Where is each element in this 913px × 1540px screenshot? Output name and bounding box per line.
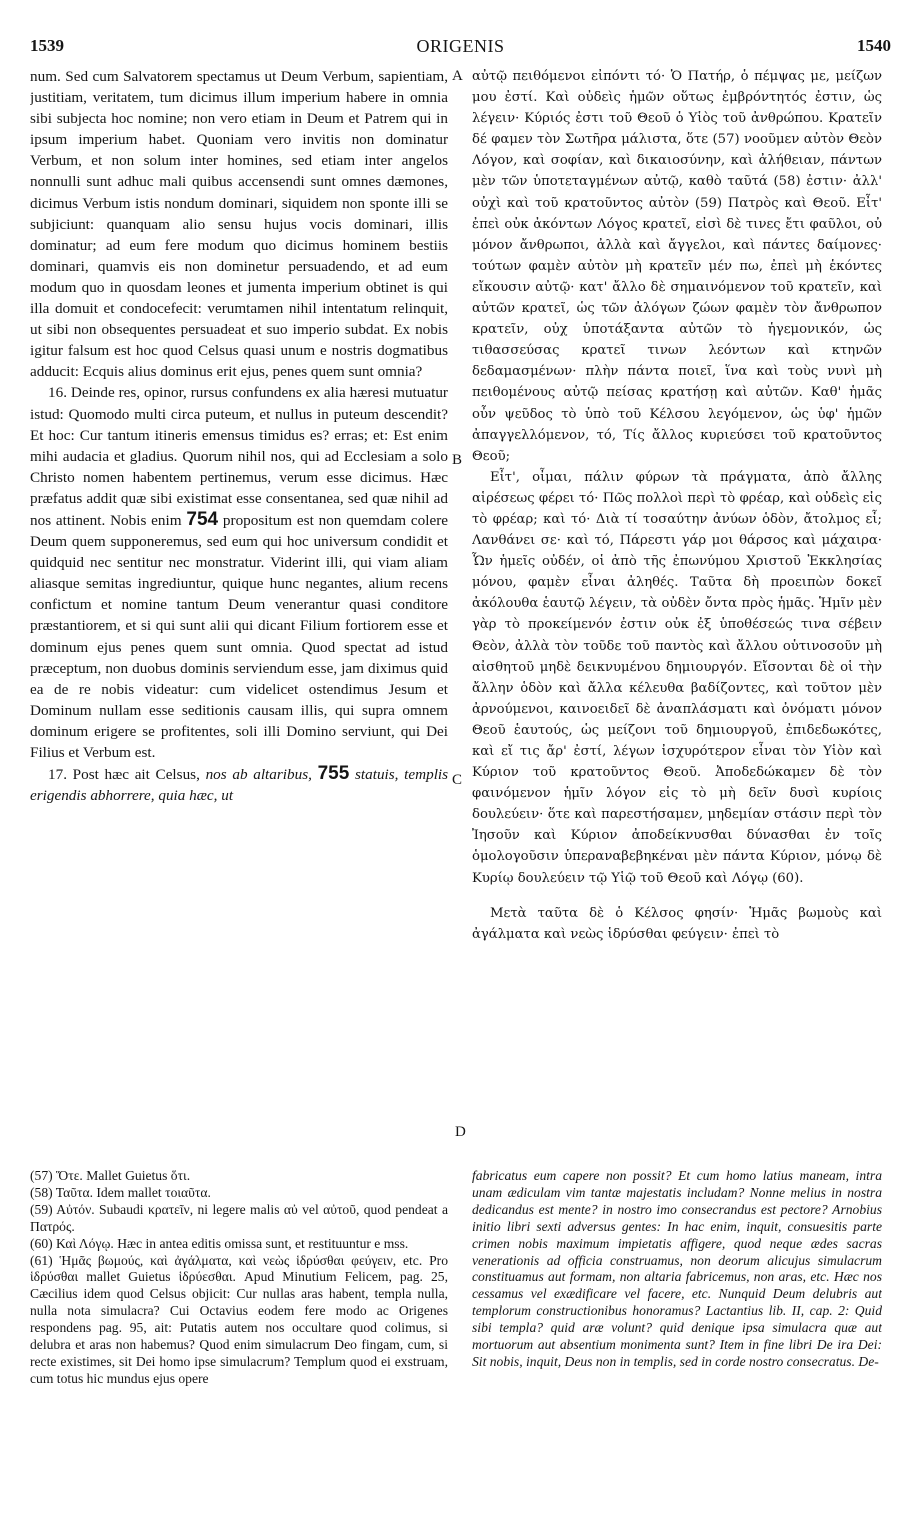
margin-letter-b: B — [452, 452, 463, 468]
right-page-number: 1540 — [857, 36, 891, 55]
greek-paragraph-2: Εἶτ', οἶμαι, πάλιν φύρων τὰ πράγματα, ἀπὸ ἄλλης αἱρέσεως φέρει τό· Πῶς πολλοὶ περὶ τὸ φρέαρ, καὶ οὐδεὶς εἰς τὸ φρέαρ; καὶ τό· Διὰ τί τοσαύτην ἀνύων ὁδὸν, ἄτολμος εἶ; Λανθάνει σε· καὶ τό, Πάρεστι γάρ μοι θάρσος καὶ μάχαιρα· Ὧν ἡμεῖς οὐδέν, οἱ ἀπὸ τῆς ἐπωνύμου Χριστοῦ Ἐκκλησίας μόνου, φαμὲν εἶναι ἀληθές. Ταῦτα δὴ προειπὼν δοκεῖ ἀκόλουθα ἑαυτῷ λέγειν, τὰ οὐδὲν ὄντα πρὸς ἡμᾶς. Ἡμῖν μὲν γὰρ τὸ προκείμενόν ἐστιν οὐκ ἐξ ὑποθέσεώς τινα σέβειν Θεὸν, ἀλλὰ τὸν τοῦδε τοῦ παντὸς καὶ ἄλλου οὑτινοσοῦν μὴ αἰσθητοῦ μηδὲ δεικνυμένου δημιουργόν. Εἴσονται δὲ οἱ τὴν ἄλλην ὁδὸν καὶ ἄλλα κέλευθα βαδίζοντες, καὶ τοῦτον μὲν ἀρνούμενοι, καινοειδεῖ δὲ ἀναπλάσματι καὶ ὀνόματι μόνον Θεοῦ ἑαυτούς, ὡς μείζονι τοῦ δημιουργοῦ, ἐπιδεδωκότες, καὶ εἴ τις ἄρ' ἐστί, λέγων ἰσχυρότερον εἶναι τὸν Υἱὸν καὶ Κύριον τοῦ κρατοῦντος Θεοῦ. Ἀποδεδώκαμεν δὲ τὸν φαινόμενον ἡμῖν λόγον εἰς τὸ μὴ δεῖν δυσὶ κυρίοις δουλεύειν· ὅτε καὶ παρεστήσαμεν, μηδεμίαν στάσιν περὶ τὸν Ἰησοῦν καὶ Κύριον ἀποδείκνυσθαι δύνασθαι ἐν τοῖς ὁμολογοῦσιν ὑπεραναβεβηκέναι μὲν πάντα Κύριον, μόνῳ δὲ Κυρίῳ δουλεύειν τῷ Υἱῷ τοῦ Θεοῦ καὶ Λόγῳ (60). — [472, 469, 882, 886]
greek-paragraph-3: Μετὰ ταῦτα δὲ ὁ Κέλσος φησίν· Ἡμᾶς βωμοὺς καὶ ἀγάλματα καὶ νεὼς ἱδρύσθαι φεύγειν· ἐπεὶ τὸ — [472, 905, 882, 942]
latin-paragraph-17 — [30, 763, 448, 806]
margin-letter-c: C — [452, 772, 463, 788]
greek-column — [472, 66, 882, 1126]
margin-letter-d: D — [455, 1124, 466, 1140]
footnotes-right — [472, 1168, 882, 1528]
column-marker-755: 755 — [317, 763, 350, 785]
footnote-59: (59) Αὐτόν. Subaudi κρατεῖν, ni legere malis αὐ vel αὐτοῦ, quod pendeat a Πατρός. — [30, 1201, 448, 1234]
latin-paragraph-17-text: 17. Post hæc ait Celsus, — [48, 766, 200, 784]
latin-paragraph-16-continued: propositum est non quemdam colere Deum quem supponeremus, sed eum qui hoc universum condidit et quidquid nec sentitur nec monstratur. Viderint illi, qui viam aliam aliasque semitas ingrediuntur, quique hunc negantes, alium recens confictum et nomine tantum Deum venerantur quasi conditore præstantiorem, et si qui sunt alii qui dicant Filium fortiorem esse et dominum ejus penes quem sunt omnia. Quod spectat ad istud præceptum, non duobus dominis serviendum esse, jam diximus quid ea de re nobis videatur: cum videlicet ostendimus Jesum et Dominum nullam esse seditionis causam illis, qui supra omnem dominum erigere se profitentes, soli illi Domino serviunt, qui Dei Filius et Verbum est. — [30, 511, 448, 761]
latin-paragraph-16 — [30, 382, 448, 763]
footnote-61-continued: fabricatus eum capere non possit? Et cum homo latius maneam, intra unam ædiculam vim tantæ majestatis includam? Nonne melius in nostra dedicandus est mente? in nostro imo consecrandus est pectore? Arnobius initio libri sexti adversus gentes: In hac enim, inquit, consuesitis parte crimen nobis maximum impietatis affigere, quod neque ædes sacras venerationis ad officia construamus, non deorum alicujus simulacrum constituamus aut formam, non altaria fabricemus, non aras, etc. Hæc nos cessamus vel exædificare vel facere, etc. Nunquid Deum delubris aut templorum constructionibus honoramus? Lactantius lib. II, cap. 2: Quid sibi templa? quid aræ volunt? quid denique ipsa simulacra quæ aut mortuorum aut absentium monimenta sunt? Item in fine libri De ira Dei: Sit nobis, inquit, Deus non in templis, sed in corde nostro consecratus. De- — [472, 1168, 882, 1369]
latin-paragraph-17-quote: nos ab altaribus, — [205, 766, 312, 784]
latin-paragraph-16-text: 16. Deinde res, opinor, rursus confundens ex alia hæresi mutuatur istud: Quomodo multi circa puteum, et nullus in puteum descendit? Et hoc: Cur tantum itineris emensus timidus es? erras; et: Est enim mihi audacia et gladius. Quorum nihil nos, qui ad Ecclesiam a solo Christo nomen habentem pertinemus, verum esse dicimus. Hæc præfatus addit quæ sibi existimat esse consentanea, sed quæ nihil ad nos attinent. Nobis enim — [30, 384, 448, 529]
latin-column — [30, 66, 448, 1126]
latin-paragraph-17-quote-continued: statuis, templis erigendis abhorrere, quia hæc, ut — [30, 766, 448, 805]
greek-paragraph-1: αὐτῷ πειθόμενοι εἰπόντι τό· Ὁ Πατήρ, ὁ πέμψας με, μείζων μου ἐστί. Καὶ οὐδεὶς ἡμῶν οὕτως ἐμβρόντητός ἐστιν, ὡς λέγειν· Κύριός ἐστι τοῦ Θεοῦ ὁ Υἱὸς τοῦ ἀνθρώπου. Κρατεῖν δέ φαμεν τὸν Σωτῆρα μάλιστα, ὅτε (57) νοοῦμεν αὐτὸν Θεὸν Λόγον, καὶ σοφίαν, καὶ δικαιοσύνην, καὶ ἀλήθειαν, πάντων μὲν τῶν ὑποτεταγμένων αὐτῷ, καθὸ ταῦτά (58) ἐστιν· ἀλλ' οὐχὶ καὶ τοῦ κρατοῦντος αὐτὸν (59) Πατρὸς καὶ Θεοῦ. Εἶτ' ἐπεὶ οὐκ ἀκόντων Λόγος κρατεῖ, εἰσὶ δὲ τινες ἔτι φαῦλοι, οὐ μόνον ἄνθρωποι, ἀλλὰ καὶ ἄγγελοι, καὶ πάντες δαίμονες· τούτων φαμὲν αὐτὸν μὴ κρατεῖν μέν πω, ἐπεὶ μὴ ἑκόντες εἴκουσιν αὐτῷ· κατ' ἄλλο δὲ σημαινόμενον τοῦ κρατεῖν, καὶ αὐτῶν κρατεῖ, ὡς τῶν ἀλόγων ζώων φαμὲν τὸν ἄνθρωπον κρατεῖν, οὐχ ὑποτάξαντα αὐτῶν τὸ ἡγεμονικόν, ὡς τιθασσεύσας κρατεῖ τινων λεόντων καὶ κτηνῶν δεδαμασμένων· πλὴν πάντα ποιεῖ, ἵνα καὶ τοὺς νυνὶ μὴ πειθομένους αὐτῷ πείσας κρατήσῃ καὶ αὐτῶν. Καθ' ἡμᾶς οὖν ψεῦδος τὸ ὑπὸ τοῦ Κέλσου λεγόμενον, ὡς ὑφ' ἡμῶν ἀπαγγελλόμενον, τό, Τίς ἄλλος κυριεύσει τοῦ κρατοῦντος Θεοῦ; — [472, 69, 882, 464]
footnote-60: (60) Καὶ Λόγῳ. Hæc in antea editis omissa sunt, et restituuntur e mss. — [30, 1235, 409, 1251]
footnote-58: (58) Ταῦτα. Idem mallet τοιαῦτα. — [30, 1184, 211, 1200]
column-marker-754: 754 — [186, 508, 219, 530]
running-header — [30, 36, 891, 60]
left-page-number: 1539 — [30, 36, 64, 55]
latin-paragraph-1: num. Sed cum Salvatorem spectamus ut Deum Verbum, sapientiam, justitiam, veritatem, tum dicimus illum imperium habere in omnia sibi subjecta hoc nomine; non vero etiam in Deum et Patrem qui in ipsum imperium habet. Quoniam vero invitis non dominatur Verbum, et non solum inter homines, sed etiam inter angelos nonnulli sunt adhuc mali quibus accensendi sunt omnes dæmones, dicimus Verbum istis nondum dominari, siquidem non sponte illi se subjiciunt: quanquam alio sensu hujus vocis dominari, illis dominatur; ad eum fere modum quo dicimus hominem bestiis dominari, quamvis eis non dominetur persuadendo, et ad eum modum quo in quosdam leones et jumenta imperium obtinet is qui illa domuit et condocefecit: verumtamen nihil intentatum relinquit, ut sibi non obsequentes persuadeat et suo imperio subdat. Ex nobis igitur falsum est hoc quod Celsus quasi unum e nostris dogmatibus adducit: Ecquis alius dominus erit ejus, penes quem sunt omnia? — [30, 68, 448, 381]
footnotes-left — [30, 1168, 448, 1528]
margin-letter-a: A — [452, 68, 463, 84]
footnote-57: (57) Ὅτε. Mallet Guietus ὅτι. — [30, 1168, 191, 1183]
running-title: ORIGENIS — [416, 36, 505, 56]
footnote-61: (61) Ἡμᾶς βωμούς, καὶ ἀγάλματα, καὶ νεὼς ἱδρύσθαι φεύγειν, etc. Pro ἱδρύσθαι mallet Guietus ἱδρύεσθαι. Apud Minutium Felicem, pag. 25, Cæcilius idem quod Celsus objicit: Cur nullas aras habent, templa nulla, nulla nota simulacra? Cui Octavius eodem fere modo ac Origenes respondens pag. 95, ait: Putatis autem nos occultare quod colimus, si delubra et aras non habemus? Quod enim simulacrum Deo fingam, cum, si recte existimes, sit Dei homo ipse simulacrum? Templum quod ei exstruam, cum totus hic mundus ejus opere — [30, 1252, 448, 1386]
